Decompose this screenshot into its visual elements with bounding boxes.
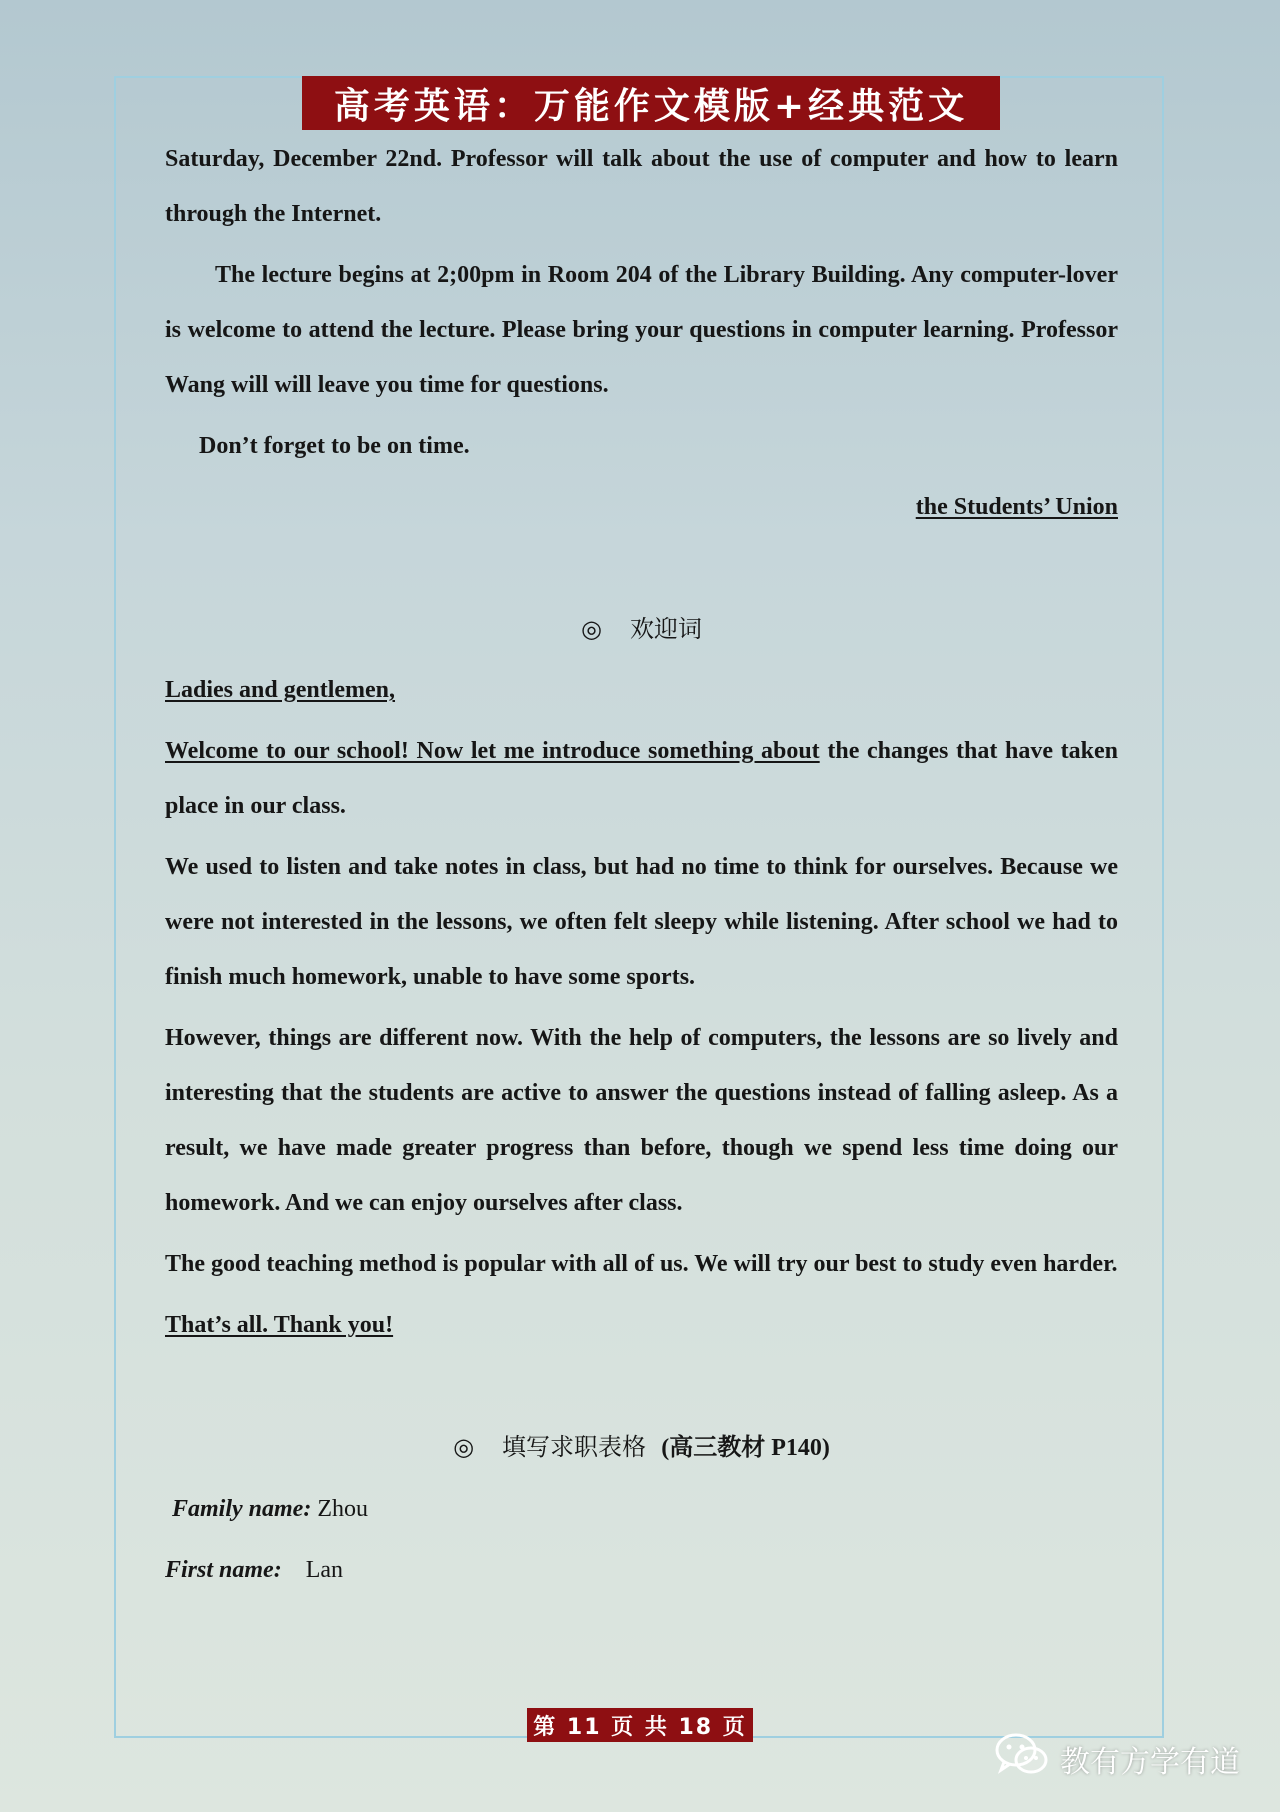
notice-paragraph-1: Saturday, December 22nd. Professor will talk about the use of computer and how to learn through the Internet.	[165, 146, 1118, 227]
page-number-badge: 第 11 页 共 18 页	[527, 1708, 753, 1742]
signature-text: the Students’ Union	[915, 494, 1118, 520]
bullet-icon: ◎	[581, 615, 602, 643]
first-name-value: Lan	[305, 1557, 343, 1583]
bullet-icon: ◎	[453, 1433, 475, 1461]
form-heading	[165, 1420, 1118, 1476]
notice-paragraph-2: The lecture begins at 2;00pm in Room 204 of the Library Building. Any computer-lover is welcome to attend the lecture. Please bring your questions in computer learning. Professor Wang will will leave you time for questions.	[165, 262, 1118, 398]
welcome-paragraph-2: We used to listen and take notes in class, but had no time to think for ourselves. Because we were not interested in the lessons, we often felt sleepy while listening. After school we had to finish much homework, unable to have some sports.	[165, 854, 1118, 990]
welcome-heading-text: 欢迎词	[629, 615, 702, 643]
welcome-paragraph-4: The good teaching method is popular with all of us. We will try our best to study even harder.	[165, 1251, 1118, 1277]
intro-rest-text: the changes that have taken place in our class.	[165, 738, 1118, 819]
welcome-paragraph-3: However, things are different now. With the help of computers, the lessons are so lively and interesting that the students are active to answer the questions instead of falling asleep. As a result, we have made greater progress than before, though we spend less time doing our homework. And we can enjoy ourselves after class.	[165, 1025, 1118, 1216]
welcome-closing	[165, 1298, 1118, 1353]
welcome-heading	[165, 602, 1118, 657]
greeting-text: Ladies and gentlemen,	[165, 677, 396, 703]
first-name-row	[165, 1543, 1118, 1598]
family-name-value: Zhou	[317, 1496, 368, 1522]
watermark	[994, 1732, 1240, 1786]
form-heading-ref: (高三教材 P140)	[661, 1435, 830, 1461]
wechat-icon	[994, 1732, 1050, 1786]
page-banner-title: 高考英语：万能作文模版+经典范文	[302, 76, 1000, 130]
document-body	[165, 132, 1118, 1598]
welcome-intro-paragraph	[165, 724, 1118, 834]
watermark-text: 教有方学有道	[1060, 1745, 1240, 1780]
notice-signature	[165, 480, 1118, 535]
form-heading-text: 填写求职表格	[502, 1433, 647, 1461]
family-name-row	[165, 1482, 1118, 1537]
first-name-label: First name:	[165, 1557, 282, 1583]
notice-paragraph-3: Don’t forget to be on time.	[199, 433, 470, 459]
closing-text: That’s all. Thank you!	[165, 1312, 394, 1338]
family-name-label: Family name:	[172, 1496, 312, 1522]
intro-underlined-text: Welcome to our school! Now let me introduce something about	[165, 738, 820, 764]
welcome-greeting	[165, 663, 1118, 718]
